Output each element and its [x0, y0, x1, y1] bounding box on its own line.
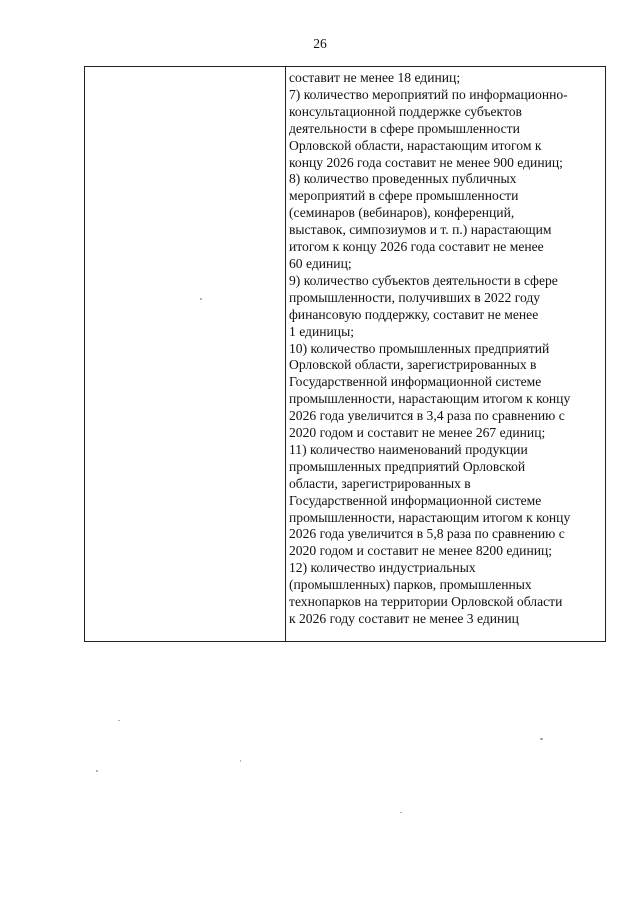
text-line: (семинаров (вебинаров), конференций, [289, 205, 515, 221]
scan-speck [200, 298, 202, 300]
content-table [84, 66, 606, 642]
text-line: 12) количество индустриальных [289, 560, 476, 576]
text-line: 2020 годом и составит не менее 267 единиц; [289, 425, 546, 441]
text-line: технопарков на территории Орловской области [289, 594, 563, 610]
text-line: 1 единицы; [289, 323, 354, 339]
text-line: выставок, симпозиумов и т. п.) нарастающим [289, 222, 552, 238]
scan-speck [400, 812, 402, 813]
text-line: 60 единиц; [289, 255, 352, 271]
text-line: промышленности, нарастающим итогом к концу [289, 509, 571, 525]
text-line: промышленности, нарастающим итогом к концу [289, 391, 571, 407]
text-line: промышленности, получивших в 2022 году [289, 289, 541, 305]
text-line: к 2026 году составит не менее 3 единиц [289, 611, 519, 626]
scan-speck [118, 720, 120, 721]
text-line: концу 2026 года составит не менее 900 единиц; [289, 154, 563, 170]
text-line: мероприятий в сфере промышленности [289, 188, 519, 204]
scan-speck [240, 760, 241, 762]
text-line: 2020 годом и составит не менее 8200 единиц; [289, 543, 553, 559]
text-line: итогом к концу 2026 года составит не менее [289, 239, 544, 255]
table-cell-left [85, 67, 286, 641]
text-line: 2026 года увеличится в 5,8 раза по сравнению с [289, 526, 565, 542]
text-line: (промышленных) парков, промышленных [289, 577, 532, 593]
text-line: Государственной информационной системе [289, 374, 542, 390]
text-line: финансовую поддержку, составит не менее [289, 306, 539, 322]
text-line: 10) количество промышленных предприятий [289, 340, 550, 356]
text-line: Орловской области, зарегистрированных в [289, 357, 537, 373]
text-line: деятельности в сфере промышленности [289, 120, 520, 136]
text-line: Орловской области, нарастающим итогом к [289, 137, 542, 153]
text-line: 7) количество мероприятий по информационно- [289, 86, 568, 102]
text-line: 2026 года увеличится в 3,4 раза по сравнению с [289, 408, 565, 424]
scan-speck [540, 738, 543, 740]
text-line: Государственной информационной системе [289, 492, 542, 508]
text-line: 8) количество проведенных публичных [289, 171, 517, 187]
page-number: 26 [313, 36, 327, 51]
text-line: 9) количество субъектов деятельности в сфере [289, 272, 558, 288]
text-line: 11) количество наименований продукции [289, 441, 528, 457]
table-cell-right [286, 67, 605, 641]
text-line: консультационной поддержке субъектов [289, 103, 522, 119]
text-line: составит не менее 18 единиц; [289, 70, 461, 85]
scan-speck [96, 770, 98, 772]
text-line: промышленных предприятий Орловской [289, 458, 526, 474]
text-line: области, зарегистрированных в [289, 475, 471, 491]
